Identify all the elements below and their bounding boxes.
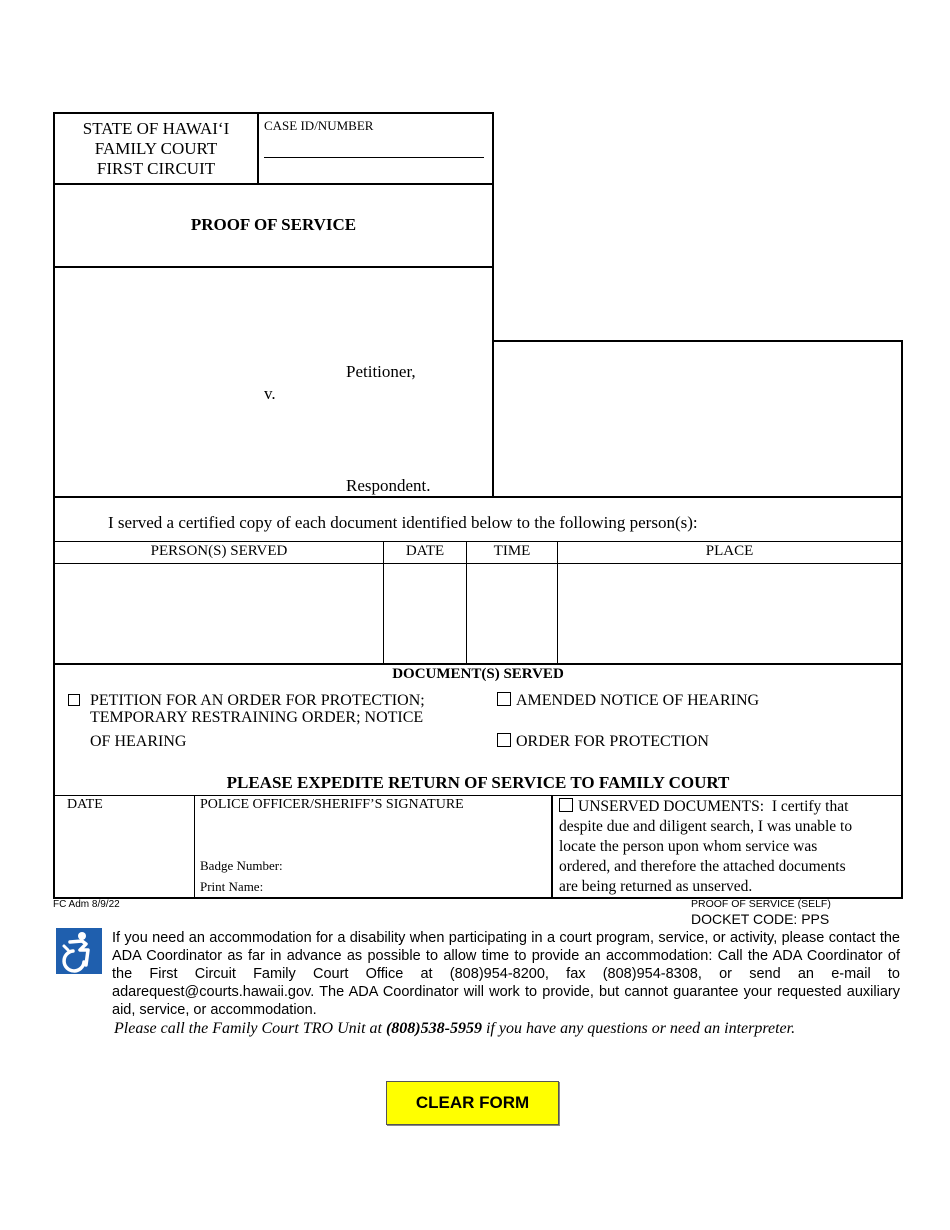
header-time: TIME <box>493 543 531 559</box>
persons-served-field[interactable] <box>56 566 381 661</box>
amended-notice-label: AMENDED NOTICE OF HEARING <box>516 692 760 709</box>
tro-notice <box>114 1020 795 1038</box>
ada-notice-text: If you need an accommodation for a disability when participating in a court program, service, or activity, please contact the ADA Coordinator as far in advance as possible to allow time to provide an accommodation: Call the ADA Coordinator of the First Circuit Family Court Office at (808)954-8200, fax (808)954-8308, or send an e-mail to adarequest@courts.hawaii.gov. The ADA Coordinator will work to provide, but cannot guarantee your requested auxiliary aid, service, or accommodation. <box>112 930 900 1018</box>
return-date-field[interactable] <box>56 816 191 894</box>
return-top-line <box>53 795 903 796</box>
amended-notice-checkbox[interactable] <box>497 692 511 706</box>
accessibility-icon <box>56 928 102 974</box>
petition-checkbox-item[interactable] <box>68 692 425 726</box>
unserved-block <box>559 797 899 897</box>
caption-divider-1 <box>53 183 494 185</box>
caption-divider-2 <box>53 266 494 268</box>
header-persons-served: PERSON(S) SERVED <box>150 543 288 559</box>
header-place: PLACE <box>705 543 754 559</box>
court-name <box>55 119 257 179</box>
tro-notice-before: Please call the Family Court TRO Unit at <box>114 1020 386 1037</box>
service-intro: I served a certified copy of each document identified below to the following person(s): <box>108 513 698 532</box>
table-top-line <box>53 541 903 542</box>
unserved-checkbox[interactable] <box>559 798 573 812</box>
expedite-notice: PLEASE EXPEDITE RETURN OF SERVICE TO FAMILY COURT <box>226 773 730 792</box>
versus-label: v. <box>264 384 276 403</box>
case-id-label: CASE ID/NUMBER <box>264 118 374 133</box>
docket-code: DOCKET CODE: PPS <box>691 911 830 927</box>
court-line-1: STATE OF HAWAI‘I <box>82 119 230 138</box>
service-date-field[interactable] <box>386 566 464 661</box>
page-title: PROOF OF SERVICE <box>190 215 357 234</box>
order-protection-checkbox[interactable] <box>497 733 511 747</box>
print-name-input[interactable] <box>272 878 542 894</box>
clear-form-label: CLEAR FORM <box>415 1093 530 1112</box>
badge-number-input[interactable] <box>292 857 542 873</box>
tro-notice-after: if you have any questions or need an interpreter. <box>481 1020 796 1037</box>
unserved-text-2: despite due and diligent search, I was unable to <box>559 818 853 835</box>
petition-line-1: PETITION FOR AN ORDER FOR PROTECTION; <box>90 692 425 709</box>
petition-checkbox[interactable] <box>68 694 80 706</box>
unserved-text-5: are being returned as unserved. <box>559 878 753 895</box>
court-use-box <box>492 340 903 498</box>
clear-form-button[interactable] <box>386 1081 559 1125</box>
case-id-underline <box>264 157 484 158</box>
table-bottom-line <box>53 663 903 665</box>
badge-number-label: Badge Number: <box>200 858 283 873</box>
petitioner-label: Petitioner, <box>346 362 416 381</box>
header-date: DATE <box>405 543 445 559</box>
signature-label: POLICE OFFICER/SHERIFF’S SIGNATURE <box>200 797 464 812</box>
print-name-label: Print Name: <box>200 879 264 894</box>
documents-heading: DOCUMENT(S) SERVED <box>392 666 564 682</box>
form-id: FC Adm 8/9/22 <box>53 899 120 910</box>
caption-divider-vertical <box>257 112 259 185</box>
tro-phone: (808)538-5959 <box>385 1020 482 1037</box>
unserved-text-1: I certify that <box>771 798 849 815</box>
unserved-label: UNSERVED DOCUMENTS: <box>578 798 765 815</box>
petition-line-3: OF HEARING <box>90 733 187 750</box>
amended-notice-checkbox-item[interactable] <box>497 692 759 710</box>
service-place-field[interactable] <box>560 566 899 661</box>
unserved-text-4: ordered, and therefore the attached documents <box>559 858 846 875</box>
order-protection-checkbox-item[interactable] <box>497 733 709 751</box>
petition-line-2: TEMPORARY RESTRAINING ORDER; NOTICE <box>90 709 424 726</box>
service-time-field[interactable] <box>469 566 555 661</box>
court-line-2: FAMILY COURT <box>94 139 218 158</box>
court-line-3: FIRST CIRCUIT <box>96 159 216 178</box>
form-name: PROOF OF SERVICE (SELF) <box>691 898 831 910</box>
return-divider-2 <box>551 795 553 898</box>
order-protection-label: ORDER FOR PROTECTION <box>516 733 709 750</box>
return-date-label: DATE <box>67 797 103 812</box>
return-divider-1 <box>194 795 195 898</box>
case-id-input[interactable] <box>264 138 483 156</box>
unserved-text-3: locate the person upon whom service was <box>559 838 818 855</box>
respondent-name-field[interactable] <box>60 410 340 470</box>
respondent-label: Respondent. <box>346 476 431 495</box>
petitioner-name-field[interactable] <box>60 275 480 355</box>
table-header-line <box>53 563 903 564</box>
